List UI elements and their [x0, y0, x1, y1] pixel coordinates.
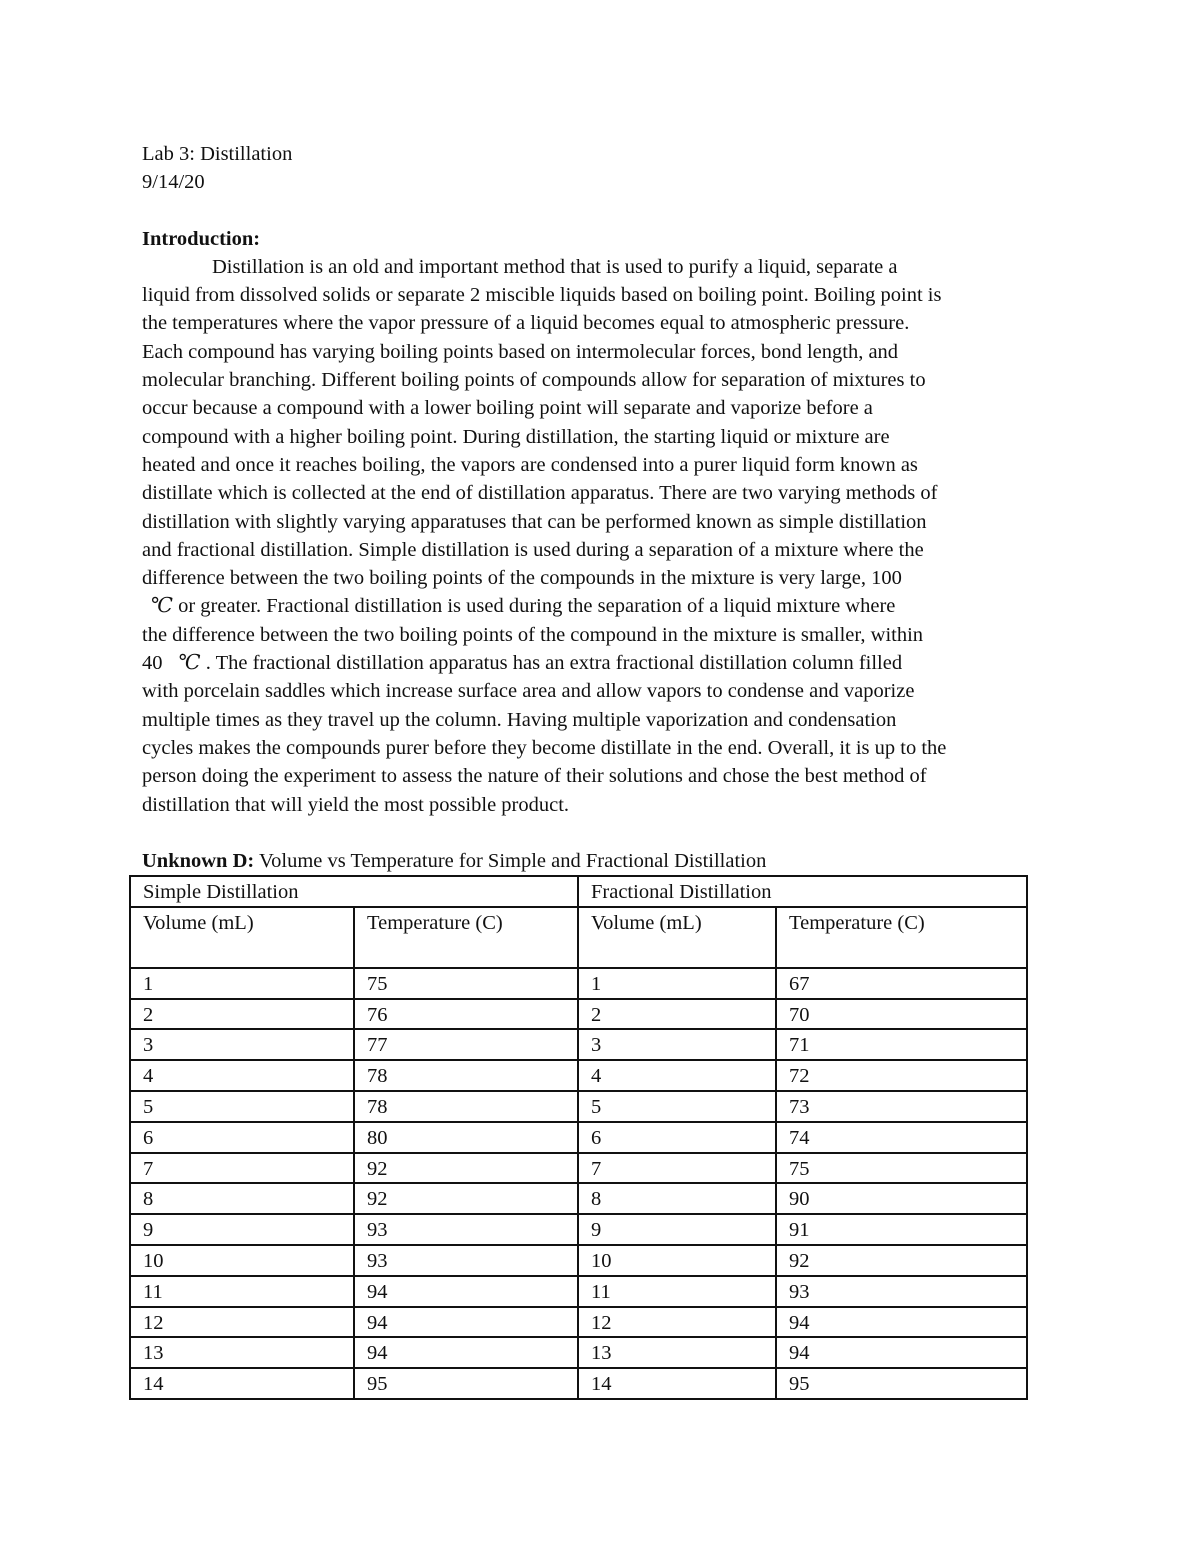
table-caption-label: Unknown D: [142, 850, 255, 872]
intro-line [142, 592, 1062, 620]
simple-temperature-cell: 77 [354, 1029, 578, 1060]
fractional-temperature-cell: 95 [776, 1368, 1027, 1399]
simple-volume-cell: 1 [130, 968, 354, 999]
table-row [130, 1091, 1027, 1122]
intro-line: and fractional distillation. Simple distillation is used during a separation of a mixture where the [142, 538, 924, 561]
degree-celsius-symbol: ℃ [177, 652, 201, 675]
intro-line-text: . The fractional distillation apparatus has an extra fractional distillation column filled [200, 652, 903, 675]
fractional-volume-cell: 4 [578, 1060, 776, 1091]
table-row [130, 1245, 1027, 1276]
intro-line: Each compound has varying boiling points based on intermolecular forces, bond length, and [142, 340, 899, 363]
column-header-simple-temperature: Temperature (C) [354, 907, 578, 968]
intro-line: compound with a higher boiling point. During distillation, the starting liquid or mixture are [142, 425, 890, 448]
simple-volume-cell: 4 [130, 1060, 354, 1091]
fractional-volume-cell: 9 [578, 1214, 776, 1245]
lab-title: Lab 3: Distillation [142, 143, 293, 165]
table-row [130, 1368, 1027, 1399]
intro-line: liquid from dissolved solids or separate 2 miscible liquids based on boiling point. Boiling point is [142, 284, 942, 307]
fractional-volume-cell: 10 [578, 1245, 776, 1276]
intro-line: distillation with slightly varying apparatuses that can be performed known as simple distillation [142, 510, 927, 533]
simple-volume-cell: 7 [130, 1153, 354, 1184]
simple-temperature-cell: 78 [354, 1091, 578, 1122]
simple-temperature-cell: 93 [354, 1245, 578, 1276]
table-row [130, 1337, 1027, 1368]
distillation-data-table [129, 875, 1028, 1400]
simple-temperature-cell: 92 [354, 1183, 578, 1214]
fractional-temperature-cell: 72 [776, 1060, 1027, 1091]
simple-temperature-cell: 93 [354, 1214, 578, 1245]
fractional-temperature-cell: 75 [776, 1153, 1027, 1184]
degree-celsius-symbol: ℃ [150, 595, 173, 618]
table-row [130, 968, 1027, 999]
fractional-volume-cell: 12 [578, 1307, 776, 1338]
simple-volume-cell: 10 [130, 1245, 354, 1276]
fractional-volume-cell: 13 [578, 1337, 776, 1368]
simple-temperature-cell: 92 [354, 1153, 578, 1184]
lab-date: 9/14/20 [142, 171, 205, 194]
table-row [130, 1276, 1027, 1307]
intro-line: multiple times as they travel up the column. Having multiple vaporization and condensation [142, 708, 897, 731]
intro-line: with porcelain saddles which increase surface area and allow vapors to condense and vaporize [142, 680, 915, 703]
fractional-temperature-cell: 93 [776, 1276, 1027, 1307]
document-page [142, 140, 1062, 819]
simple-volume-cell: 13 [130, 1337, 354, 1368]
simple-volume-cell: 12 [130, 1307, 354, 1338]
fractional-temperature-cell: 94 [776, 1337, 1027, 1368]
intro-line: distillate which is collected at the end of distillation apparatus. There are two varying methods of [142, 482, 938, 505]
table-row [130, 1060, 1027, 1091]
intro-line [142, 649, 1062, 677]
simple-temperature-cell: 76 [354, 999, 578, 1030]
column-header-fractional-volume: Volume (mL) [578, 907, 776, 968]
intro-line: cycles makes the compounds purer before they become distillate in the end. Overall, it is up to the [142, 736, 947, 759]
table-row [130, 1153, 1027, 1184]
fractional-volume-cell: 5 [578, 1091, 776, 1122]
fractional-volume-cell: 2 [578, 999, 776, 1030]
intro-line: heated and once it reaches boiling, the vapors are condensed into a purer liquid form known as [142, 453, 918, 476]
fractional-temperature-cell: 92 [776, 1245, 1027, 1276]
intro-line: Distillation is an old and important method that is used to purify a liquid, separate a [212, 255, 898, 278]
table-row [130, 1183, 1027, 1214]
fractional-temperature-cell: 90 [776, 1183, 1027, 1214]
intro-line: occur because a compound with a lower boiling point will separate and vaporize before a [142, 397, 873, 420]
fractional-volume-cell: 8 [578, 1183, 776, 1214]
group-header-simple: Simple Distillation [130, 876, 578, 907]
fractional-volume-cell: 3 [578, 1029, 776, 1060]
intro-line: the temperatures where the vapor pressure of a liquid becomes equal to atmospheric pressure. [142, 312, 910, 335]
simple-temperature-cell: 78 [354, 1060, 578, 1091]
column-header-fractional-temperature: Temperature (C) [776, 907, 1027, 968]
fractional-temperature-cell: 91 [776, 1214, 1027, 1245]
intro-line: difference between the two boiling points of the compounds in the mixture is very large, 100 [142, 567, 902, 590]
simple-volume-cell: 11 [130, 1276, 354, 1307]
intro-line: molecular branching. Different boiling points of compounds allow for separation of mixtures to [142, 369, 926, 392]
fractional-volume-cell: 14 [578, 1368, 776, 1399]
table-row [130, 1307, 1027, 1338]
fractional-volume-cell: 7 [578, 1153, 776, 1184]
fractional-temperature-cell: 67 [776, 968, 1027, 999]
intro-line: distillation that will yield the most possible product. [142, 793, 570, 816]
intro-line-text: or greater. Fractional distillation is used during the separation of a liquid mixture where [172, 595, 896, 618]
table-row [130, 1122, 1027, 1153]
table-caption-text: Volume vs Temperature for Simple and Fractional Distillation [254, 850, 767, 872]
intro-line: person doing the experiment to assess the nature of their solutions and chose the best method of [142, 765, 927, 788]
simple-volume-cell: 5 [130, 1091, 354, 1122]
fractional-temperature-cell: 73 [776, 1091, 1027, 1122]
simple-temperature-cell: 80 [354, 1122, 578, 1153]
table-caption [142, 847, 766, 875]
simple-volume-cell: 3 [130, 1029, 354, 1060]
fractional-temperature-cell: 94 [776, 1307, 1027, 1338]
intro-line-prefix: 40 [142, 652, 168, 675]
simple-temperature-cell: 94 [354, 1276, 578, 1307]
fractional-temperature-cell: 71 [776, 1029, 1027, 1060]
table-row [130, 1214, 1027, 1245]
fractional-volume-cell: 11 [578, 1276, 776, 1307]
table-group-header-row [130, 876, 1027, 907]
simple-volume-cell: 6 [130, 1122, 354, 1153]
introduction-body [142, 253, 1062, 819]
intro-line: the difference between the two boiling points of the compound in the mixture is smaller, within [142, 623, 924, 646]
fractional-volume-cell: 1 [578, 968, 776, 999]
simple-temperature-cell: 94 [354, 1307, 578, 1338]
simple-volume-cell: 8 [130, 1183, 354, 1214]
simple-temperature-cell: 94 [354, 1337, 578, 1368]
simple-volume-cell: 9 [130, 1214, 354, 1245]
table-row [130, 999, 1027, 1030]
fractional-temperature-cell: 74 [776, 1122, 1027, 1153]
introduction-heading: Introduction: [142, 227, 261, 250]
table-row [130, 1029, 1027, 1060]
table-column-header-row [130, 907, 1027, 968]
simple-volume-cell: 14 [130, 1368, 354, 1399]
simple-temperature-cell: 95 [354, 1368, 578, 1399]
fractional-temperature-cell: 70 [776, 999, 1027, 1030]
simple-temperature-cell: 75 [354, 968, 578, 999]
group-header-fractional: Fractional Distillation [578, 876, 1027, 907]
column-header-simple-volume: Volume (mL) [130, 907, 354, 968]
fractional-volume-cell: 6 [578, 1122, 776, 1153]
simple-volume-cell: 2 [130, 999, 354, 1030]
